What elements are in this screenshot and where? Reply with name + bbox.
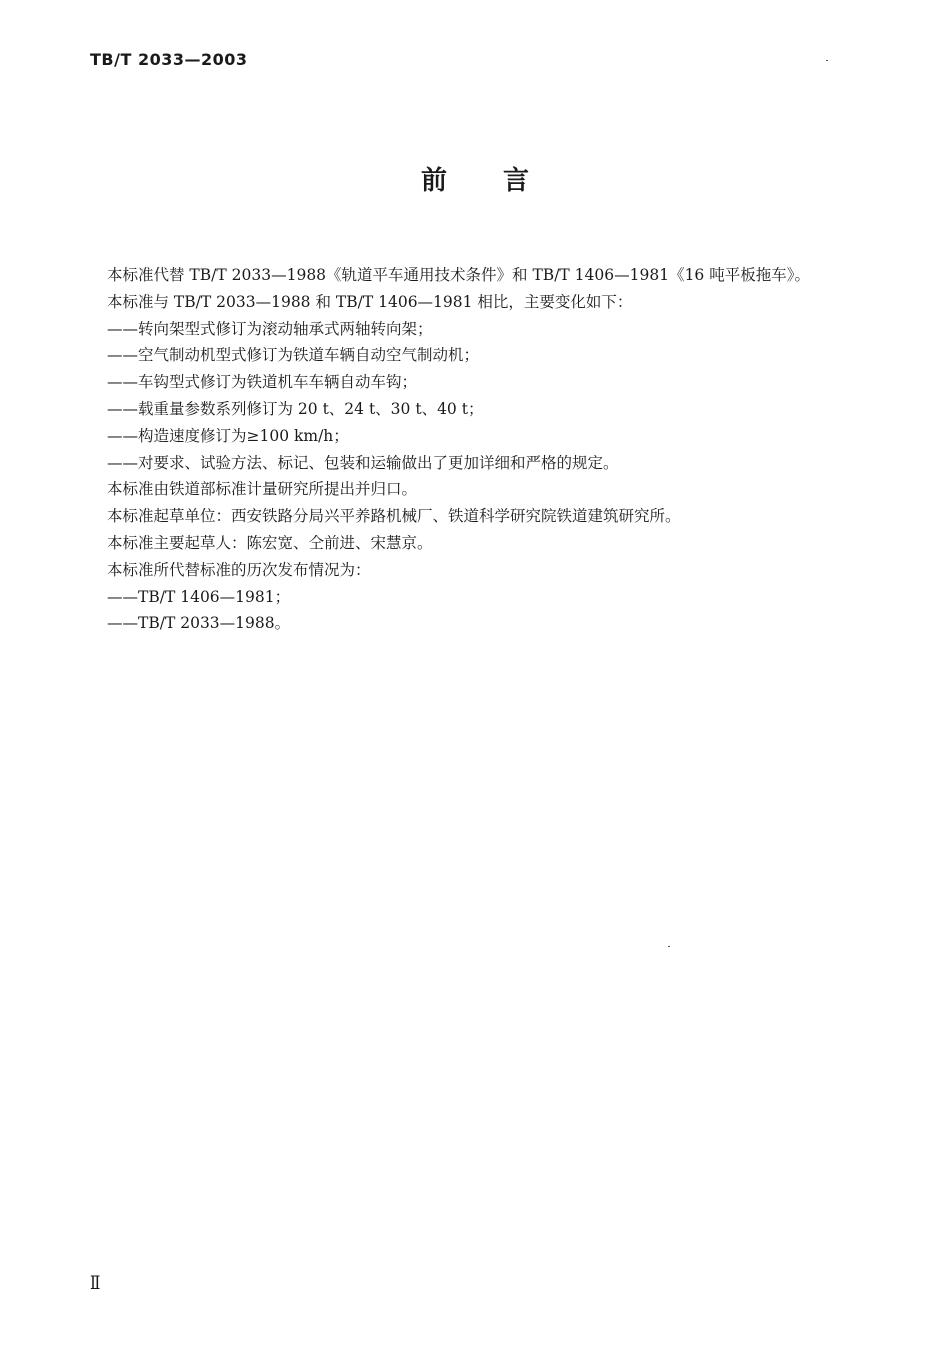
body-line: ——空气制动机型式修订为铁道车辆自动空气制动机； bbox=[107, 346, 480, 365]
document-code-header: TB/T 2033—2003 bbox=[90, 50, 248, 69]
preface-title: 前言 bbox=[420, 166, 585, 196]
body-line: ——构造速度修订为≥100 km/h； bbox=[107, 426, 349, 445]
preface-body bbox=[107, 262, 907, 637]
body-line: 本标准代替 TB/T 2033—1988《轨道平车通用技术条件》和 TB/T 1406—1981《16 吨平板拖车》。 bbox=[107, 266, 810, 284]
page-number: Ⅱ bbox=[90, 1272, 101, 1294]
scan-speck bbox=[668, 946, 670, 947]
body-line: ——TB/T 2033—1988。 bbox=[107, 614, 291, 633]
body-line: ——车钩型式修订为铁道机车车辆自动车钩； bbox=[107, 373, 418, 392]
body-line: 本标准由铁道部标准计量研究所提出并归口。 bbox=[107, 480, 418, 499]
body-line: 本标准主要起草人：陈宏宽、仝前进、宋慧京。 bbox=[107, 533, 433, 552]
body-line: 本标准与 TB/T 2033—1988 和 TB/T 1406—1981 相比，主要变化如下： bbox=[107, 292, 633, 311]
scan-speck bbox=[826, 60, 828, 61]
body-line: 本标准所代替标准的历次发布情况为： bbox=[107, 560, 371, 579]
body-line: 本标准起草单位：西安铁路分局兴平养路机械厂、铁道科学研究院铁道建筑研究所。 bbox=[107, 507, 681, 526]
body-line: ——TB/T 1406—1981； bbox=[107, 587, 291, 606]
body-line: ——对要求、试验方法、标记、包装和运输做出了更加详细和严格的规定。 bbox=[107, 453, 619, 472]
body-line: ——载重量参数系列修订为 20 t、24 t、30 t、40 t； bbox=[107, 399, 484, 418]
body-line: ——转向架型式修订为滚动轴承式两轴转向架； bbox=[107, 319, 433, 338]
